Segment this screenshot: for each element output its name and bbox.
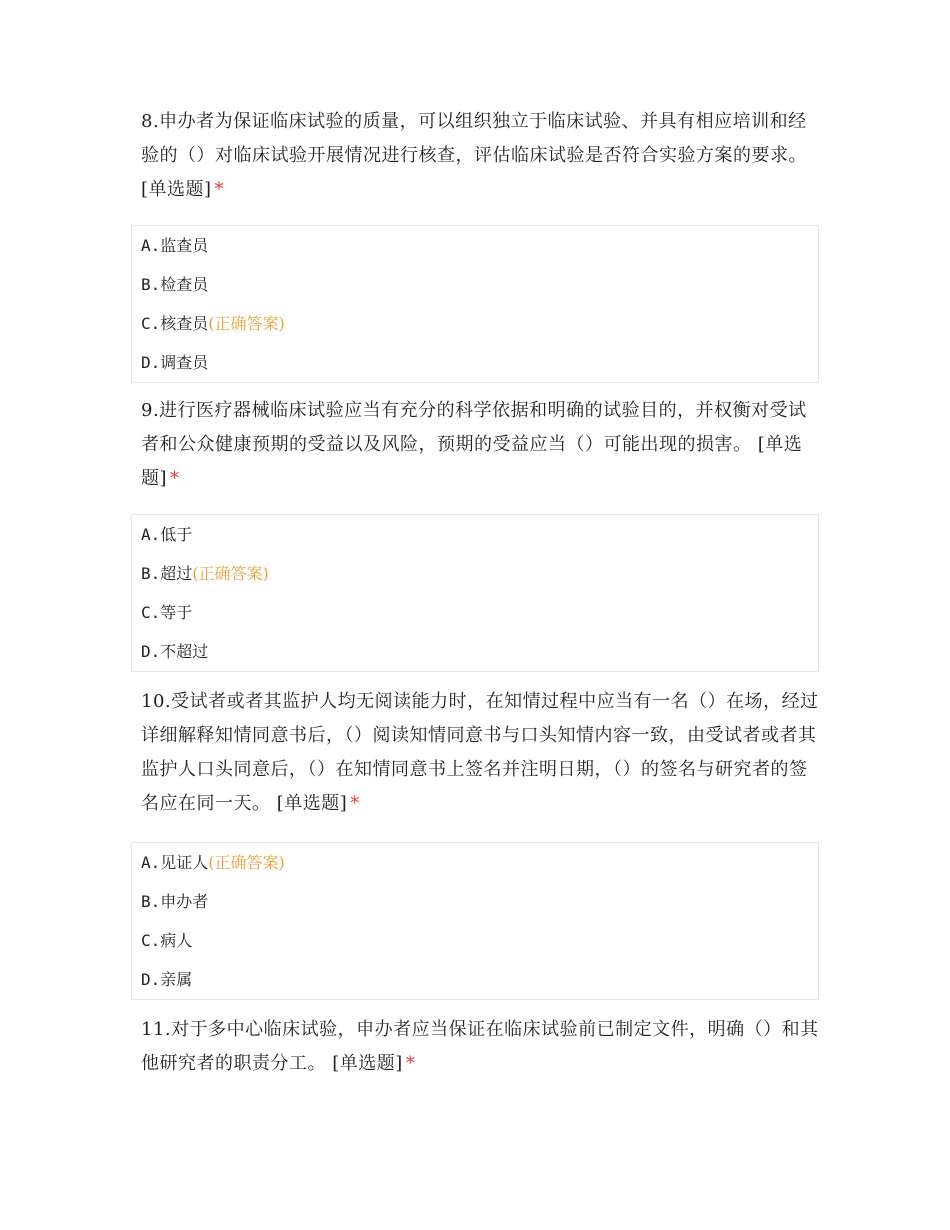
option-letter: C.	[141, 603, 161, 622]
option-letter: C.	[141, 314, 161, 333]
option-c[interactable]	[132, 921, 818, 960]
option-text: 超过	[160, 564, 193, 583]
option-c[interactable]	[132, 304, 818, 343]
option-text: 调查员	[160, 353, 209, 372]
option-text: 不超过	[160, 642, 209, 661]
question-text: 11.对于多中心临床试验，申办者应当保证在临床试验前已制定文件，明确（）和其他研究者的职责分工。 [单选题]	[141, 1019, 819, 1074]
option-a[interactable]	[132, 843, 818, 882]
option-letter: A.	[141, 525, 161, 544]
option-d[interactable]	[132, 343, 818, 382]
option-text: 病人	[160, 931, 193, 950]
option-text: 核查员	[160, 314, 209, 333]
correct-answer-tag: (正确答案)	[192, 564, 269, 583]
required-mark: *	[350, 793, 360, 814]
option-letter: B.	[141, 275, 161, 294]
option-letter: D.	[141, 353, 161, 372]
question-11	[141, 1013, 821, 1081]
required-mark: *	[214, 179, 225, 200]
question-8	[141, 105, 821, 207]
option-text: 申办者	[160, 892, 209, 911]
required-mark: *	[170, 468, 180, 489]
option-letter: B.	[141, 892, 161, 911]
option-text: 低于	[160, 525, 193, 544]
options-list-q10	[131, 842, 819, 1000]
option-d[interactable]	[132, 632, 818, 671]
question-text: 8.申办者为保证临床试验的质量，可以组织独立于临床试验、并具有相应培训和经验的（）对临床试验开展情况进行核查，评估临床试验是否符合实验方案的要求。[单选题]	[141, 111, 807, 200]
option-letter: B.	[141, 564, 161, 583]
question-text: 9.进行医疗器械临床试验应当有充分的科学依据和明确的试验目的，并权衡对受试者和公众健康预期的受益以及风险，预期的受益应当（）可能出现的损害。 [单选题]	[141, 400, 807, 489]
option-letter: C.	[141, 931, 161, 950]
option-b[interactable]	[132, 554, 818, 593]
option-text: 检查员	[160, 275, 209, 294]
option-letter: D.	[141, 642, 161, 661]
option-a[interactable]	[132, 515, 818, 554]
option-text: 见证人	[160, 853, 209, 872]
options-list-q8	[131, 225, 819, 383]
correct-answer-tag: (正确答案)	[208, 853, 285, 872]
option-letter: A.	[141, 236, 161, 255]
option-text: 监查员	[160, 236, 209, 255]
option-letter: A.	[141, 853, 161, 872]
option-b[interactable]	[132, 882, 818, 921]
option-c[interactable]	[132, 593, 818, 632]
question-text: 10.受试者或者其监护人均无阅读能力时，在知情过程中应当有一名（）在场，经过详细解释知情同意书后，（）阅读知情同意书与口头知情内容一致，由受试者或者其监护人口头同意后，（）在知情同意书上签名并注明日期，（）的签名与研究者的签名应在同一天。 [单选题]	[141, 691, 819, 814]
option-text: 亲属	[160, 970, 193, 989]
option-b[interactable]	[132, 265, 818, 304]
options-list-q9	[131, 514, 819, 672]
option-d[interactable]	[132, 960, 818, 999]
required-mark: *	[405, 1053, 416, 1074]
option-a[interactable]	[132, 226, 818, 265]
question-10	[141, 685, 821, 821]
correct-answer-tag: (正确答案)	[208, 314, 285, 333]
question-9	[141, 394, 821, 496]
option-letter: D.	[141, 970, 161, 989]
option-text: 等于	[160, 603, 193, 622]
